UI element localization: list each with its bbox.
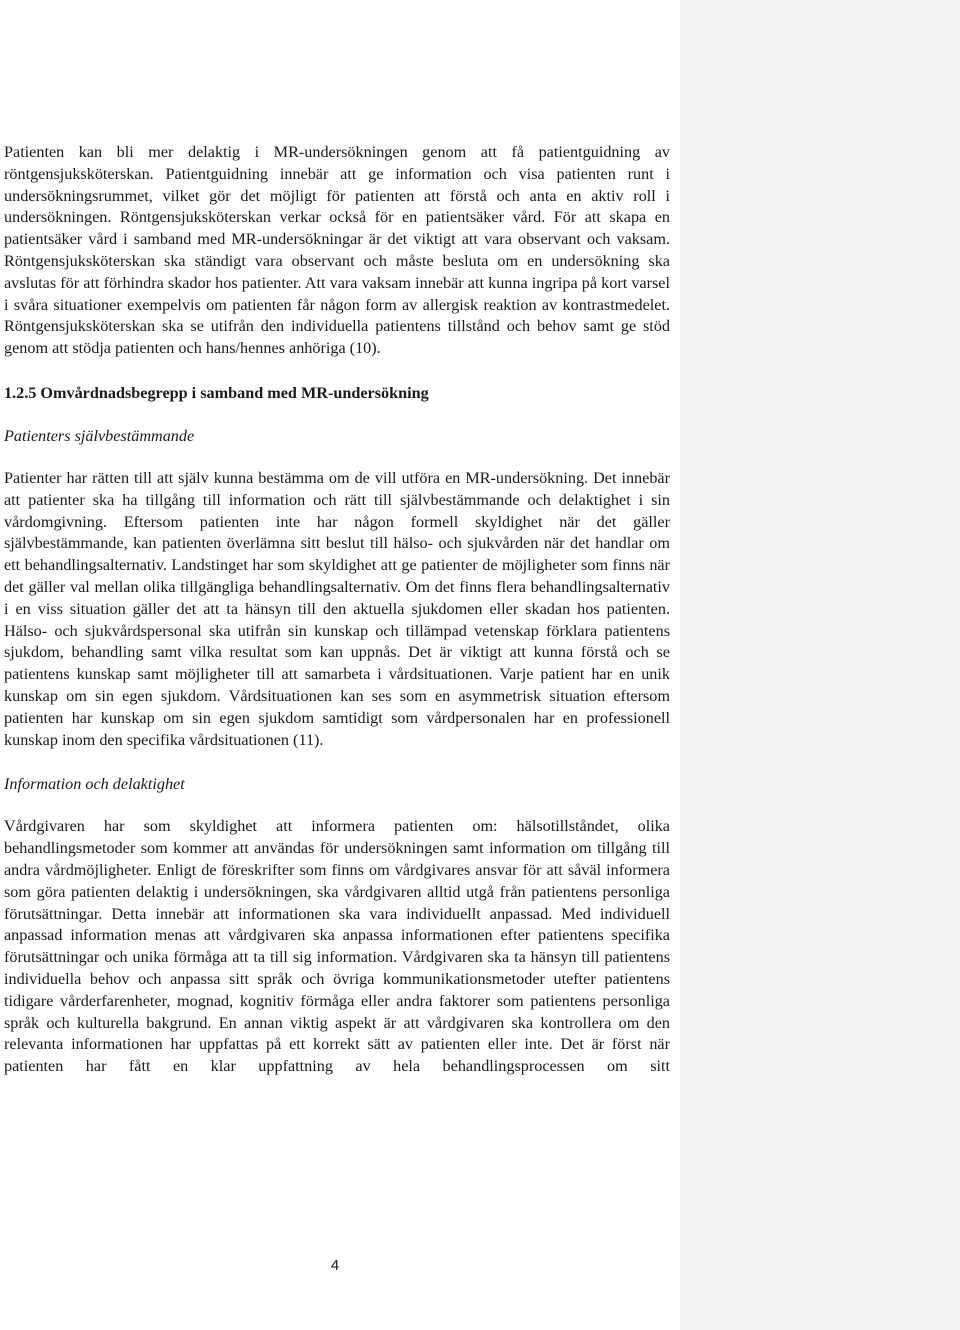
subheading-information: Information och delaktighet	[4, 775, 185, 794]
paragraph-information: Vårdgivaren har som skyldighet att informera patienten om: hälsotillståndet, olika behandlingsmetoder som kommer att användas för undersökningen samt information om tillgång till andra vårdmöjligheter. Enligt de föreskrifter som finns om vårdgivares ansvar för att såväl informera som göra patienten delaktig i undersökningen, ska vårdgivaren alltid utgå från patientens personliga förutsättningar. Detta innebär att informationen ska vara individuellt anpassad. Med individuell anpassad information menas att vårdgivaren ska anpassa informationen efter patientens specifika förutsättningar och unika förmåga att ta till sig information. Vårdgivaren ska ta hänsyn till patientens individuella behov och anpassa sitt språk och övriga kommunikationsmetoder utefter patientens tidigare vårderfarenheter, mognad, kognitiv förmåga eller andra faktorer som patientens personliga språk och kulturella bakgrund. En annan viktig aspekt är att vårdgivaren ska kontrollera om den relevanta informationen har uppfattas på ett korrekt sätt av patienten eller inte. Det är först när patienten har fått en klar uppfattning av hela behandlingsprocessen om sitt	[4, 817, 670, 1076]
right-margin-panel	[680, 0, 960, 1330]
paragraph-self-determination: Patienter har rätten till att själv kunna bestämma om de vill utföra en MR-undersökning. Det innebär att patienter ska ha tillgång till information och rätt till självbestämmande och delaktighet i sin vårdomgivning. Eftersom patienten inte har någon formell skyldighet när det gäller självbestämmande, kan patienten överlämna sitt beslut till hälso- och sjukvården när det handlar om ett behandlingsalternativ. Landstinget har som skyldighet att ge patienter de möjligheter som finns när det gäller val mellan olika tillgängliga behandlingsalternativ. Om det finns flera behandlingsalternativ i en viss situation gäller det att ta hänsyn till den aktuella sjukdomen eller skadan hos patienten. Hälso- och sjukvårdspersonal ska utifrån sin kunskap och tillämpad vetenskap förklara patientens sjukdom, behandling samt vilka resultat som kan uppnås. Det är viktigt att kunna förstå och se patientens kunskap samt möjligheter till att samarbeta i vårdsituationen. Varje patient har en unik kunskap om sin egen sjukdom. Vårdsituationen kan ses som en asymmetrisk situation eftersom patienten har kunskap om sin egen sjukdom samtidigt som vårdpersonalen har en professionell kunskap inom den specifika vårdsituationen (11).	[4, 468, 670, 749]
page-content	[4, 142, 670, 1078]
section-heading: 1.2.5 Omvårdnadsbegrepp i samband med MR-undersökning	[4, 383, 429, 402]
subheading-self-determination: Patienters självbestämmande	[4, 426, 195, 445]
paragraph-patient-guidance: Patienten kan bli mer delaktig i MR-undersökningen genom att få patientguidning av röntgensjuksköterskan. Patientguidning innebär att ge information och visa patienten runt i undersökningsrummet, vilket gör det möjligt för patienten att förstå och anta en aktiv roll i undersökningen. Röntgensjuksköterskan verkar också för en patientsäker vård. För att skapa en patientsäker vård i samband med MR-undersökningar är det viktigt att vara observant och vaksam. Röntgensjuksköterskan ska ständigt vara observant och måste besluta om en undersökning ska avslutas för att förhindra skador hos patienter. Att vara vaksam innebär att kunna ingripa på kort varsel i svåra situationer exempelvis om patienten får någon form av allergisk reaktion av kontrastmedelet. Röntgensjuksköterskan ska se utifrån den individuella patientens tillstånd och behov samt ge stöd genom att stödja patienten och hans/hennes anhöriga (10).	[4, 143, 670, 358]
page-number: 4	[330, 1257, 340, 1274]
